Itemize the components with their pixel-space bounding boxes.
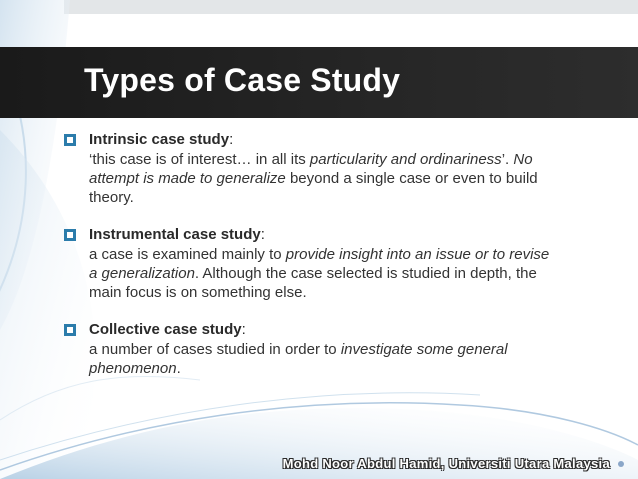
square-bullet-icon xyxy=(64,229,76,241)
bullet-heading xyxy=(64,320,624,340)
italic-text: No xyxy=(513,151,533,168)
body-text: ’. xyxy=(501,151,514,168)
bullet-heading-text: Instrumental case study xyxy=(89,226,261,243)
body-text: main focus is on something else. xyxy=(89,284,307,301)
body-text: . xyxy=(176,360,181,377)
bullet-item xyxy=(64,130,624,207)
bullet-body xyxy=(64,245,624,302)
body-line xyxy=(89,283,624,302)
body-line xyxy=(89,359,624,378)
footer-credit: Mohd Noor Abdul Hamid, Universiti Utara Malaysia xyxy=(282,456,610,471)
body-line xyxy=(89,188,624,207)
body-line xyxy=(89,340,624,359)
body-text: a number of cases studied in order to xyxy=(89,341,341,358)
slide-title: Types of Case Study xyxy=(84,62,401,98)
bullet-body xyxy=(64,340,624,378)
bullet-heading-text: Collective case study xyxy=(89,321,242,338)
body-line xyxy=(89,169,624,188)
bullet-heading-colon: : xyxy=(229,131,234,148)
body-line xyxy=(89,150,624,169)
body-text: a case is examined mainly to xyxy=(89,246,286,263)
bullet-list xyxy=(64,130,624,396)
body-line xyxy=(89,245,624,264)
italic-text: phenomenon xyxy=(89,360,177,377)
body-text: . Although the case selected is studied in depth, the xyxy=(194,265,537,282)
italic-text: attempt is made to generalize xyxy=(89,170,286,187)
bullet-heading xyxy=(64,130,624,150)
body-text: theory. xyxy=(89,189,134,206)
body-text: ‘this case is of interest… in all its xyxy=(89,151,310,168)
bullet-heading-colon: : xyxy=(260,226,265,243)
bullet-heading xyxy=(64,225,624,245)
italic-text: investigate some general xyxy=(340,341,508,358)
square-bullet-icon xyxy=(64,134,76,146)
bullet-item xyxy=(64,320,624,378)
italic-text: a generalization xyxy=(89,265,195,282)
bullet-body xyxy=(64,150,624,207)
bullet-item xyxy=(64,225,624,302)
italic-text: particularity and ordinariness xyxy=(309,151,502,168)
bullet-heading-text: Intrinsic case study xyxy=(89,131,230,148)
body-line xyxy=(89,264,624,283)
bullet-heading-colon: : xyxy=(241,321,246,338)
body-text: beyond a single case or even to build xyxy=(285,170,538,187)
italic-text: provide insight into an issue or to revise xyxy=(285,246,550,263)
square-bullet-icon xyxy=(64,324,76,336)
page-marker xyxy=(618,461,624,467)
